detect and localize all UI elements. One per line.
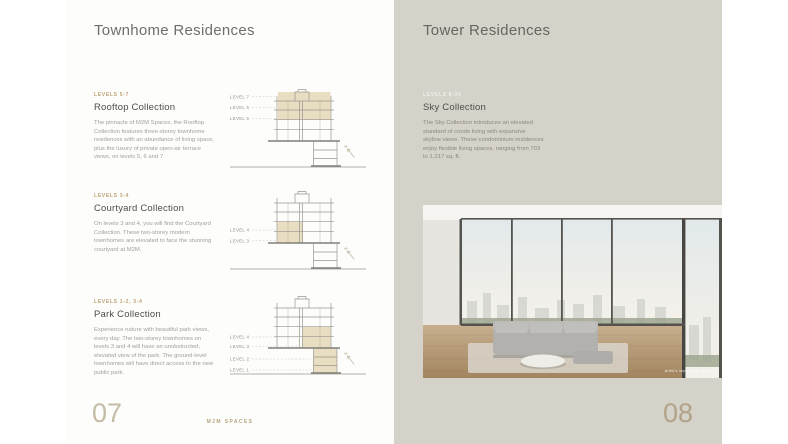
section-body: The pinnacle of M2M Spaces, the Rooftop Collection features three-storey townhome residences with an abundance of living space, plus the luxury of private open-air terrace views, on levels 5, 6 and 7. (94, 120, 215, 161)
level-label: LEVEL 5 (230, 115, 250, 121)
level-label: LEVEL 6 (230, 105, 250, 110)
section-eyebrow: LEVELS 1-2, 3-4 (94, 299, 143, 305)
section-heading: Courtyard Collection (94, 203, 185, 214)
north-arrow-icon (343, 246, 356, 261)
section-park-collection (94, 299, 218, 377)
interior-rendering (423, 205, 722, 378)
page-townhome-residences (66, 0, 394, 444)
north-arrow-icon (343, 351, 356, 366)
section-eyebrow: LEVELS 5-7 (94, 92, 130, 98)
page-number-left: 07 (92, 398, 123, 428)
section-eyebrow: LEVELS 3-4 (94, 193, 130, 199)
section-courtyard-collection (94, 193, 218, 254)
courtyard-collection-section-diagram (228, 190, 368, 275)
north-arrow-icon (343, 144, 356, 159)
page-title: Tower Residences (423, 22, 551, 39)
section-sky-collection (423, 92, 547, 162)
level-label: LEVEL 2 (230, 356, 250, 362)
level-label: LEVEL 3 (230, 343, 250, 349)
level-label: LEVEL 4 (230, 334, 250, 340)
section-body: Experience nature with beautiful park views, every day. The two-storey townhomes on levels 3 and 4 will have an unobstructed, elevated view of the park. The ground-level townhomes will have direct access to the new public park. (94, 327, 214, 376)
photo-caption: Artist's impression. E.&O.E. (664, 369, 717, 373)
level-label: LEVEL 3 (230, 238, 250, 244)
condo-interior-rendering-photo (423, 205, 722, 378)
section-body: The Sky Collection introduces an elevated standard of condo living with expansive skyline views. These condominium residences enjoy flexible living spaces, ranging from 703 to 1,217 sq. ft. (423, 120, 544, 161)
level-label: LEVEL 1 (230, 367, 250, 373)
section-body: On levels 3 and 4, you will find the Courtyard Collection. These two-storey modern townhomes are elevated to face the stunning courtyard at M2M. (94, 221, 212, 253)
section-eyebrow: LEVELS 8-30 (423, 92, 462, 98)
rooftop-collection-section-diagram (228, 88, 368, 173)
section-rooftop-collection (94, 92, 218, 162)
section-heading: Park Collection (94, 309, 161, 320)
page-tower-residences (394, 0, 722, 444)
level-label: LEVEL 4 (230, 227, 250, 233)
section-heading: Rooftop Collection (94, 102, 176, 113)
page-number-right: 08 (662, 398, 693, 428)
footer-brand: M2M SPACES (206, 419, 254, 425)
level-label: LEVEL 7 (230, 94, 250, 100)
park-collection-section-diagram (228, 295, 368, 380)
page-title: Townhome Residences (94, 22, 255, 39)
section-heading: Sky Collection (423, 102, 486, 113)
